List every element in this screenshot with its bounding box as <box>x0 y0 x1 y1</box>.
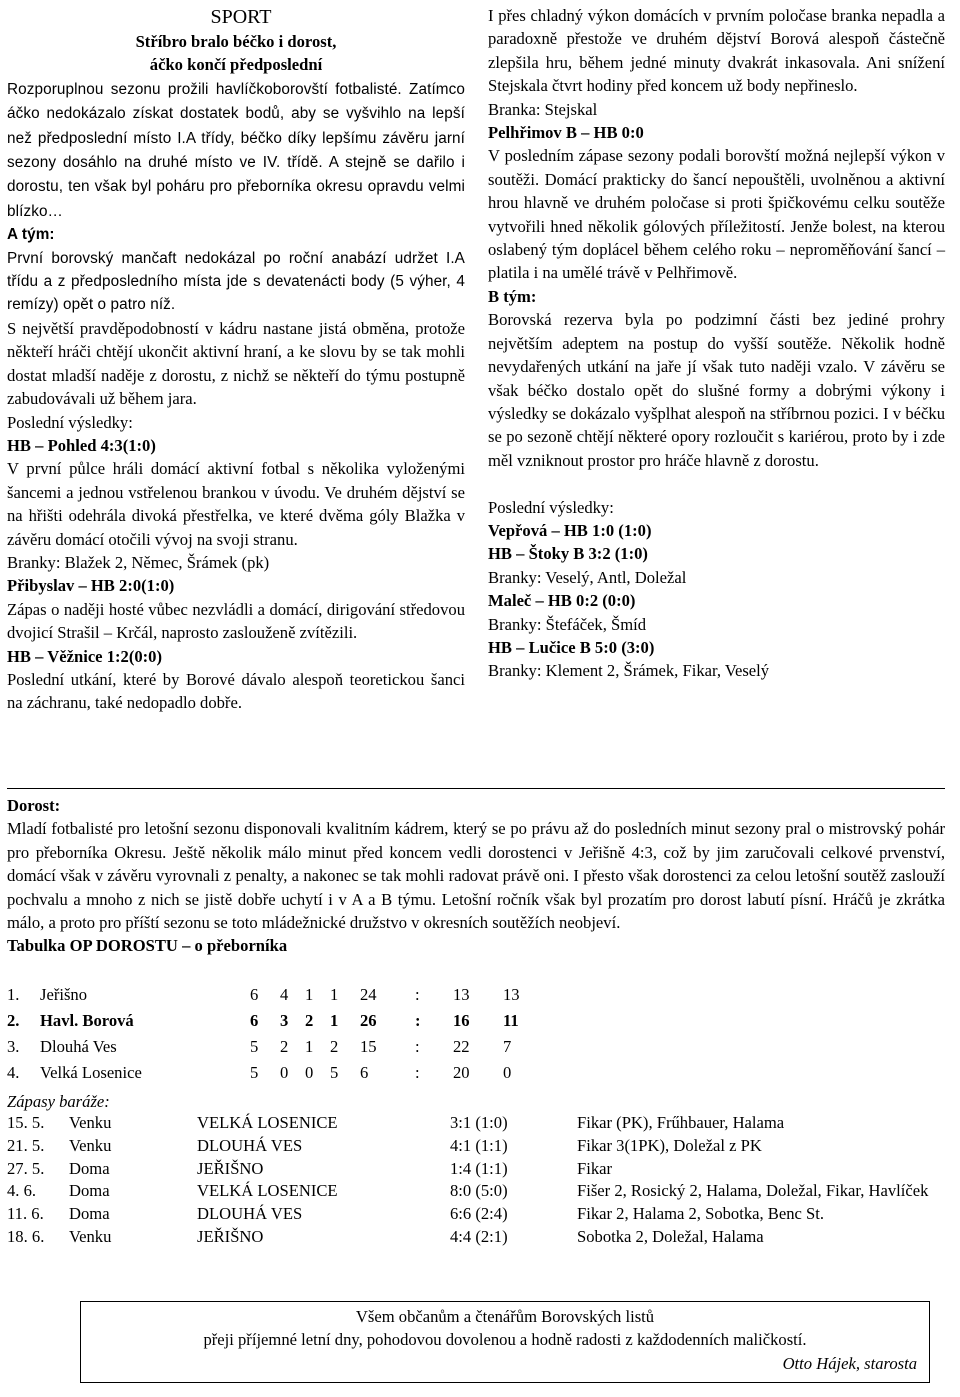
table-cell: 26 <box>360 1011 377 1030</box>
match-cell: Sobotka 2, Doležal, Halama <box>577 1226 764 1246</box>
table-row <box>7 1008 548 1034</box>
playoff-title: Zápasy baráže: <box>7 1092 110 1111</box>
table-cell: 2 <box>305 1011 314 1030</box>
match-cell: Venku <box>69 1113 112 1132</box>
playoff-matches-table <box>7 1112 945 1249</box>
b-result-1: Vepřová – HB 1:0 (1:0) <box>488 520 652 540</box>
a-team-heading: A tým: <box>7 226 55 244</box>
table-cell: 2 <box>280 1037 289 1056</box>
table-cell: 0 <box>305 1063 314 1082</box>
match-cell: Doma <box>69 1181 110 1201</box>
table-cell: 1 <box>305 1037 314 1056</box>
match-cell: 27. 5. <box>7 1158 45 1178</box>
intro-paragraph <box>7 77 465 223</box>
match-cell: Fikar 3(1PK), Doležal z PK <box>577 1135 762 1155</box>
match-cell: Fikar (PK), Frűhbauer, Halama <box>577 1113 785 1132</box>
match-cell: 4:4 (2:1) <box>450 1226 508 1246</box>
goalkeeper-line: Branka: Stejskal <box>488 99 598 119</box>
match-cell: 8:0 (5:0) <box>450 1181 508 1201</box>
b-scorers-4: Branky: Klement 2, Šrámek, Fikar, Veselý <box>488 661 770 681</box>
match-row <box>7 1112 945 1135</box>
match-cell: 4:1 (1:1) <box>450 1135 508 1155</box>
table-cell: 4. <box>7 1063 20 1082</box>
match-cell: 6:6 (2:4) <box>450 1204 508 1224</box>
table-row <box>7 1060 548 1086</box>
table-cell: 3 <box>280 1011 289 1030</box>
table-cell: 13 <box>453 985 470 1004</box>
table-cell: 1 <box>305 985 314 1004</box>
table-cell: 5 <box>250 1063 259 1082</box>
table-cell: Velká Losenice <box>40 1063 142 1082</box>
match-cell: Fišer 2, Rosický 2, Halama, Doležal, Fikar, Havlíček <box>577 1181 929 1201</box>
match-report-1: V první půlce hráli domácí aktivní fotbal s několika vyloženými šancemi a jednou vstřelenou brankou v úvodu. Ve druhém dějství se na hřišti odehrála divoká přestřelka, ve které dvěma góly Blažka v závěru domácí otočili vývoj na svoji stranu. <box>7 459 465 549</box>
match-cell: VELKÁ LOSENICE <box>197 1181 338 1201</box>
match-cell: 1:4 (1:1) <box>450 1158 508 1178</box>
section-title: SPORT <box>210 6 272 28</box>
dorost-heading: Dorost: <box>7 796 61 815</box>
match-result-2: Přibyslav – HB 2:0(1:0) <box>7 576 175 596</box>
table-cell: 1. <box>7 985 20 1004</box>
footer-line-2: přeji příjemné letní dny, pohodovou dovolenou a hodně radosti z každodenních maličkostí. <box>203 1330 807 1350</box>
footer-signature: Otto Hájek, starosta <box>782 1353 917 1373</box>
table-cell: 5 <box>330 1063 339 1082</box>
table-cell: 1 <box>330 985 339 1004</box>
match-row <box>7 1135 945 1158</box>
match-cell: Doma <box>69 1158 110 1178</box>
match-cell: Venku <box>69 1226 112 1246</box>
table-cell: 5 <box>250 1037 259 1056</box>
match-cell: 15. 5. <box>7 1113 45 1132</box>
table-cell: 6 <box>360 1063 369 1082</box>
table-cell: 1 <box>330 1011 339 1030</box>
b-team-paragraph: Borovská rezerva byla po podzimní části bez jediné prohry největším adeptem na postup do vyšší soutěže. Několik hodně nevydařených utkání na jaře jí však tuto naději vzalo. V závěru se však béčko dostalo opět do slušné formy a dobrými výkony i výsledky se dokázalo vyšplhat alespoň na stříbrnou pozici. I v béčku se po sezoně chtějí některé opory rozloučit s kariérou, proto by i zde měl vzniknout prostor pro hráče hlavně z dorostu. <box>488 310 945 470</box>
match-cell: 4. 6. <box>7 1181 37 1201</box>
match-row <box>7 1158 945 1181</box>
match-row <box>7 1226 945 1249</box>
match-cell: Venku <box>69 1135 112 1155</box>
match-row <box>7 1203 945 1226</box>
dorost-section <box>7 794 945 958</box>
results-label: Poslední výsledky: <box>7 412 133 432</box>
table-cell: 0 <box>503 1063 512 1082</box>
table-cell: 2 <box>330 1037 339 1056</box>
b-team-heading: B tým: <box>488 286 537 306</box>
match-result-3: HB – Věžnice 1:2(0:0) <box>7 646 162 666</box>
match-cell: Fikar 2, Halama 2, Sobotka, Benc St. <box>577 1204 825 1224</box>
match-cell: JEŘIŠNO <box>197 1226 264 1246</box>
footer-greeting-box <box>80 1301 930 1383</box>
match-cell: JEŘIŠNO <box>197 1158 264 1178</box>
table-cell: 2. <box>7 1011 20 1030</box>
dorost-paragraph: Mladí fotbalisté pro letošní sezonu disponovali kvalitním kádrem, který se po právu až do posledních minut sezony pral o mistrovský pohár pro přeborníka Okresu. Ještě několik málo minut před koncem vedli dorostenci v Jeřišně 4:3, což by jim zaručovali celkové prvenství, domácí však v závěru vyrovnali z penalty, a nakonec se tak mohli radovat právě oni. I přesto však dorostenci za celou letošní soutěž zaslouží pochvalu a mnoho z nich se jistě dobře uchytí i v A a B týmu. Letošní ročník však byl prozatím pro dorost labutí písní. Hráčů je zkrátka málo, a proto pro příští sezonu se toto mládežnické družstvo v okresních soutěžích neobjeví. <box>7 819 945 933</box>
b-scorers-2: Branky: Veselý, Antl, Doležal <box>488 567 687 587</box>
headline-line-1: Stříbro bralo béčko i dorost, <box>135 32 337 51</box>
table-cell: : <box>415 985 420 1004</box>
b-result-2: HB – Štoky B 3:2 (1:0) <box>488 544 648 564</box>
section-divider <box>7 788 945 789</box>
table-cell: : <box>415 1063 420 1082</box>
table-cell: Jeřišno <box>40 985 88 1004</box>
table-cell: 24 <box>360 985 377 1004</box>
table-cell: 0 <box>280 1063 289 1082</box>
match-result-1: HB – Pohled 4:3(1:0) <box>7 435 156 455</box>
match-cell: 3:1 (1:0) <box>450 1113 508 1132</box>
match-cell: DLOUHÁ VES <box>197 1204 303 1224</box>
match-cell: DLOUHÁ VES <box>197 1135 303 1155</box>
spacer <box>488 472 945 495</box>
b-result-3: Maleč – HB 0:2 (0:0) <box>488 591 636 611</box>
table-cell: 11 <box>503 1011 519 1030</box>
match-report-4: V posledním zápase sezony podali borovští možná nejlepší výkon v soutěži. Domácí prakticky do šancí nepouštěli, uvolněnou a aktivní hrou hlavně ve druhém poločase si proti špičkovému celku soutěže vytvořili hned několik gólových příležitostí. Jenže bolest, na kterou oslabený tým doplácel během celého roku – neproměňování šancí – platila i na umělé trávě v Pelhřimově. <box>488 146 945 283</box>
match-cell: 21. 5. <box>7 1135 45 1155</box>
table-cell: 7 <box>503 1037 512 1056</box>
b-results-label: Poslední výsledky: <box>488 497 614 517</box>
b-scorers-3: Branky: Štefáček, Šmíd <box>488 614 647 634</box>
table-cell: 22 <box>453 1037 470 1056</box>
table-cell: 16 <box>453 1011 470 1030</box>
match-scorers-1: Branky: Blažek 2, Němec, Šrámek (pk) <box>7 552 270 572</box>
match-report-3: Poslední utkání, které by Borové dávalo alespoň teoretickou šanci na záchranu, také nedopadlo dobře. <box>7 669 465 713</box>
table-cell: 4 <box>280 985 289 1004</box>
match-cell: 18. 6. <box>7 1226 45 1246</box>
table-cell: 15 <box>360 1037 377 1056</box>
table-cell: 20 <box>453 1063 470 1082</box>
table-cell: Havl. Borová <box>40 1011 134 1030</box>
headline-line-2: áčko končí předposlední <box>149 55 323 75</box>
standings-title: Tabulka OP DOROSTU – o přeborníka <box>7 936 288 956</box>
table-cell: 13 <box>503 985 520 1004</box>
intro-rest: A stejně se dařilo i dorostu, ten však byl poháru pro přeborníka okresu opravdu velmi blízko… <box>7 154 466 220</box>
b-result-4: HB – Lučice B 5:0 (3:0) <box>488 637 655 657</box>
table-cell: : <box>415 1011 421 1030</box>
table-cell: 6 <box>250 985 259 1004</box>
right-column <box>488 4 945 683</box>
table-cell: Dlouhá Ves <box>40 1037 117 1056</box>
table-cell: 3. <box>7 1037 20 1056</box>
match-report-2: Zápas o naději hosté vůbec nezvládli a domácí, dirigování středovou dvojicí Strašil – Krčál, naprosto zaslouženě zvítězili. <box>7 599 465 643</box>
footer-line-1: Všem občanům a čtenářům Borovských listů <box>355 1307 655 1326</box>
table-row <box>7 1034 548 1060</box>
left-column <box>7 4 465 715</box>
match-cell: Doma <box>69 1204 110 1224</box>
match-cell: VELKÁ LOSENICE <box>197 1113 338 1132</box>
a-team-paragraph: První borovský mančaft nedokázal po roční anabází udržet I.A třídu a z předposledního místa jde s devatenácti body (5 výher, 4 remízy) opět o patro níž. <box>7 249 465 314</box>
table-cell: : <box>415 1037 420 1056</box>
match-report-3-continued: I přes chladný výkon domácích v prvním poločase branka nepadla a paradoxně přestože ve druhém dějství Borová alespoň částečně zlepšila hru, během jedné minuty dvakrát inkasovala. Ani snížení Stejskala čtvrt hodiny před koncem už body nepřineslo. <box>488 6 945 96</box>
table-cell: 6 <box>250 1011 259 1030</box>
intro-lead: Rozporuplnou sezonu prožili havlíčkoborovští fotbalisté. Zatímco áčko nedokázalo získat dostatek bodů, aby se vyšvihlo na lepší než předposlední místo I.A třídy, béčko díky lepšímu závěru jarní sezony dosáhlo na druhé místo ve IV. třídě. <box>7 80 465 172</box>
standings-table <box>7 982 548 1086</box>
match-cell: Fikar <box>577 1158 613 1178</box>
match-result-4: Pelhřimov B – HB 0:0 <box>488 123 644 143</box>
match-row <box>7 1180 945 1203</box>
table-row <box>7 982 548 1008</box>
a-team-outlook-paragraph: S největší pravděpodobností v kádru nastane jistá obměna, protože někteří hráči chtějí ukončit aktivní hraní, a ke slovu by se tak mohli dostat mladší naděje z dorostu, z nichž se někteří do týmu postupně zabudovávali už během jara. <box>7 318 465 409</box>
match-cell: 11. 6. <box>7 1204 44 1224</box>
